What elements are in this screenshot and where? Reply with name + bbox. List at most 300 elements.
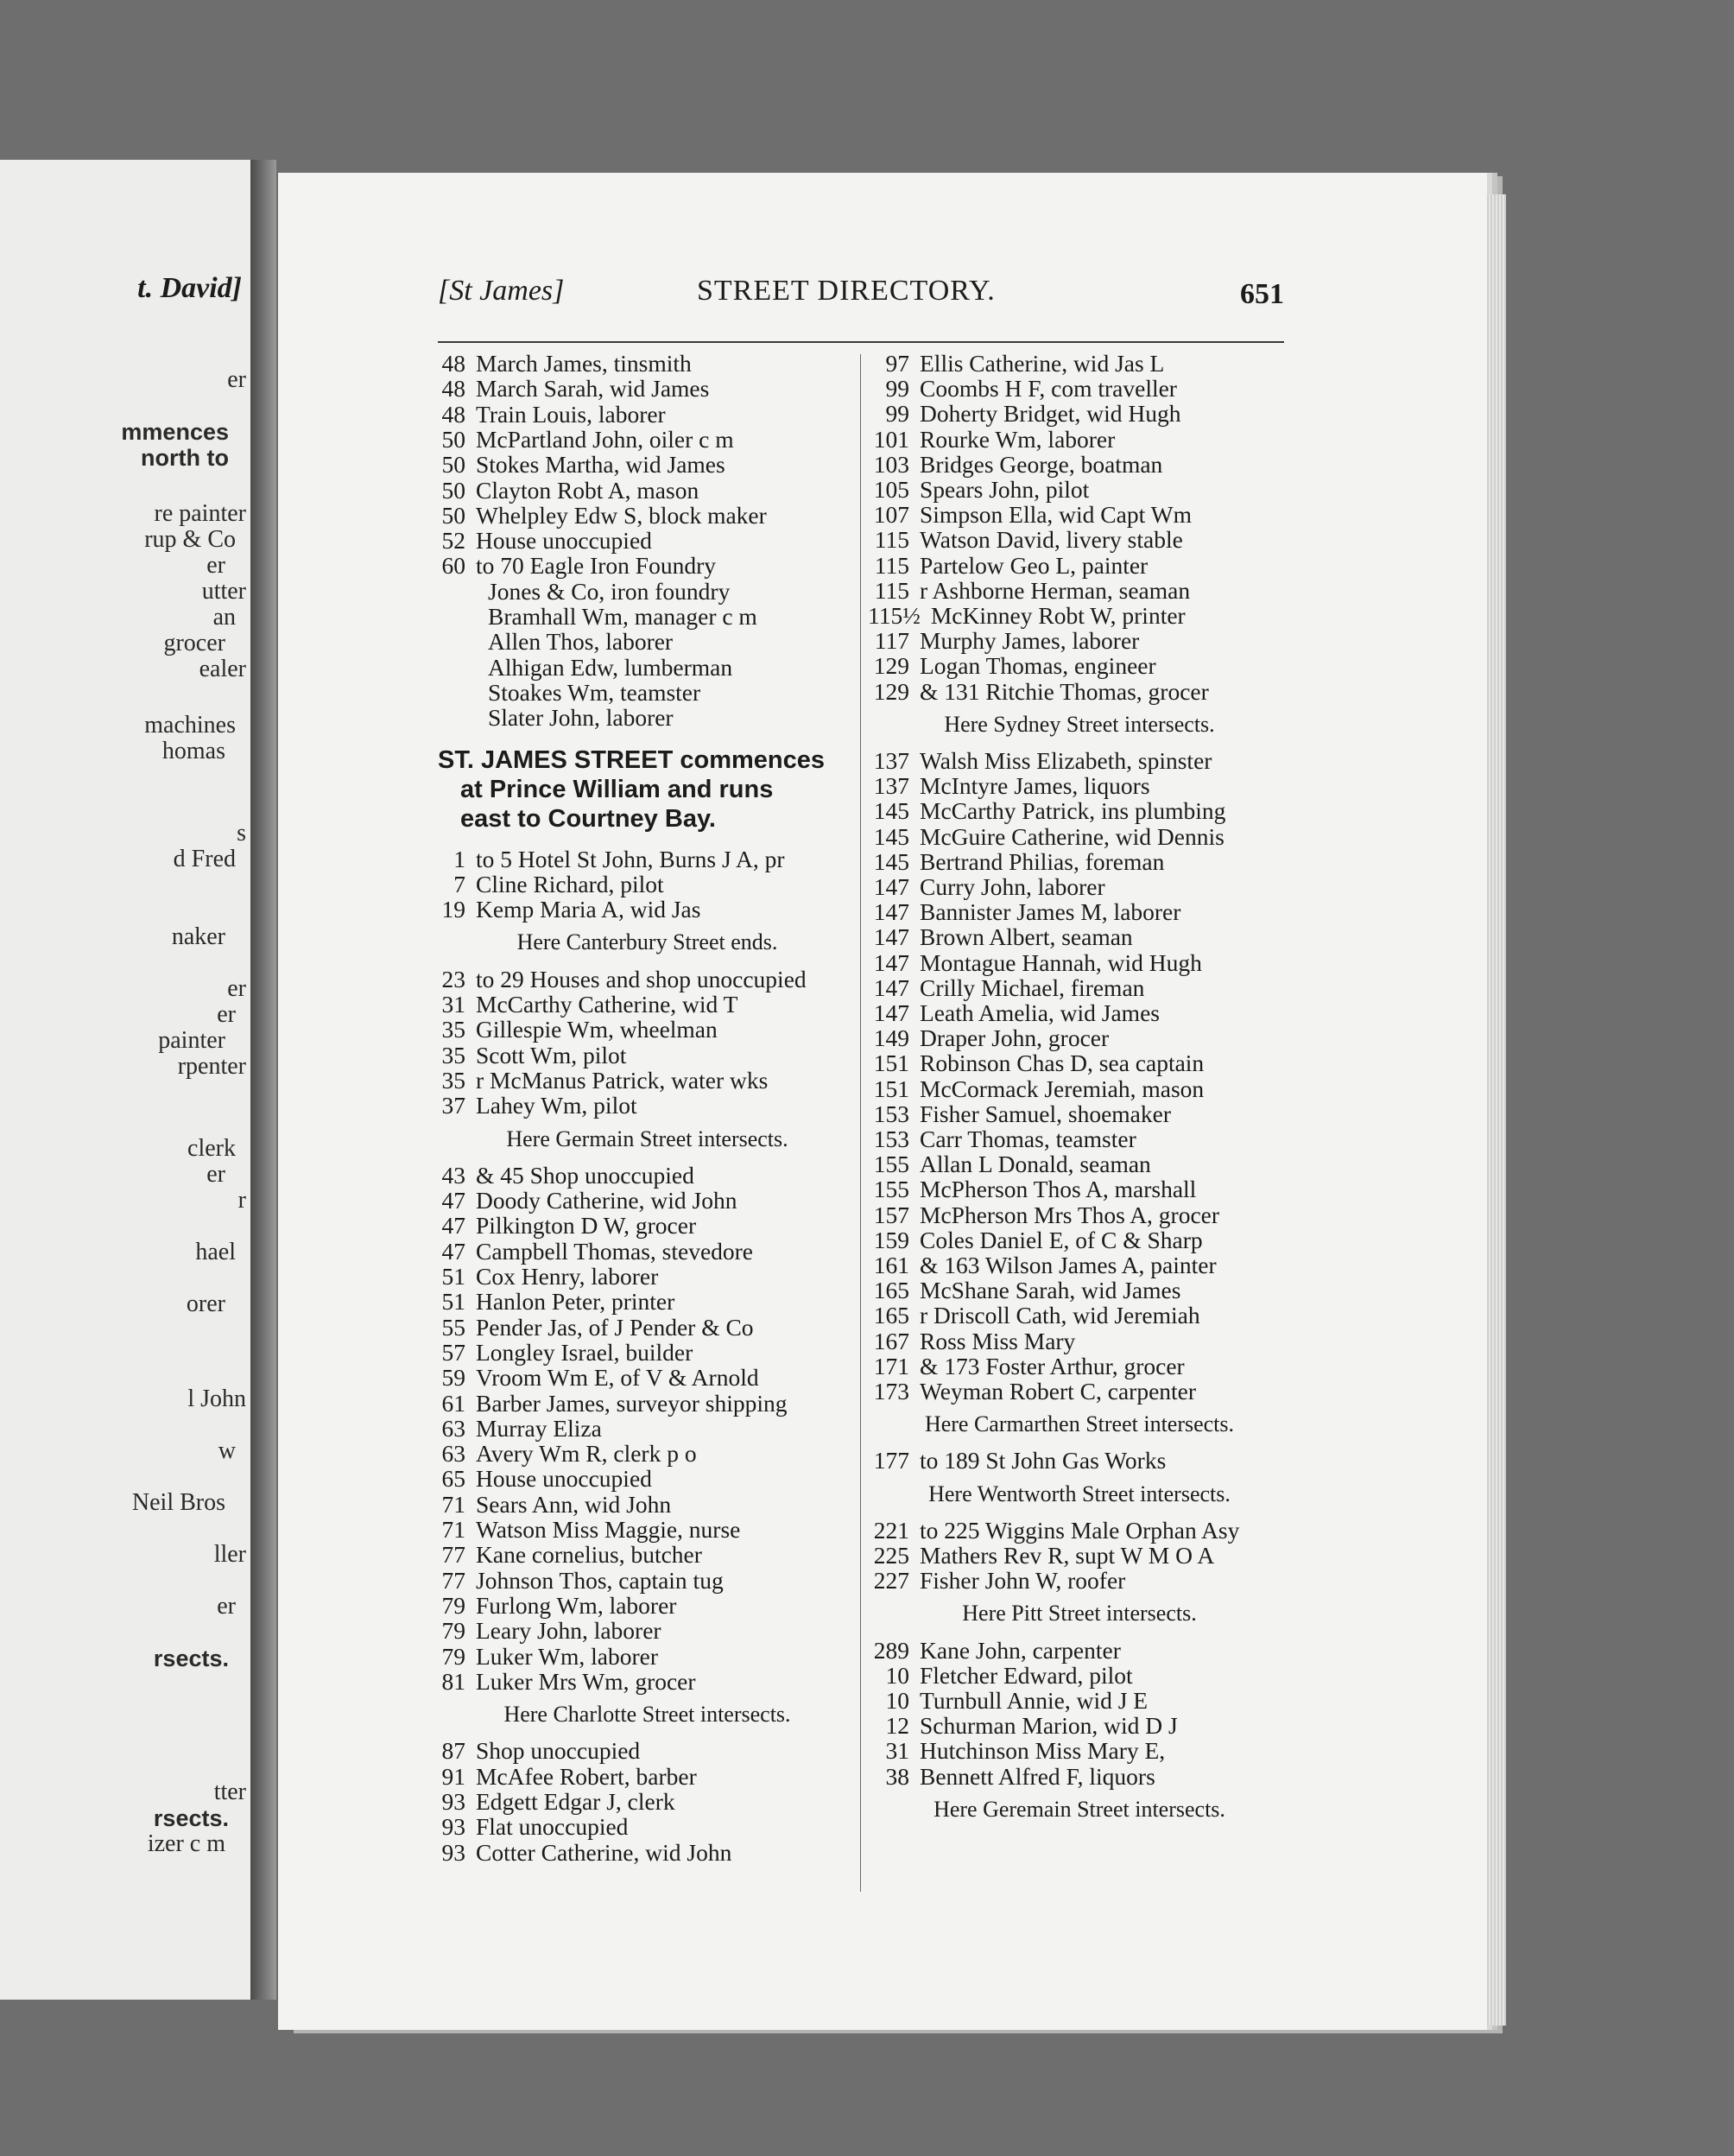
resident-entry: McKinney Robt W, printer	[930, 602, 1186, 629]
house-number: 167	[873, 1327, 909, 1354]
directory-entry	[438, 628, 673, 656]
resident-entry: Logan Thomas, engineer	[920, 652, 1156, 680]
house-number: 97	[885, 350, 909, 377]
directory-entry	[438, 1668, 696, 1696]
directory-entry	[868, 1151, 1151, 1178]
house-number: 38	[885, 1762, 909, 1790]
resident-entry: & 131 Ritchie Thomas, grocer	[920, 677, 1209, 705]
directory-entry	[438, 1491, 671, 1519]
resident-entry: Simpson Ella, wid Capt Wm	[920, 501, 1192, 529]
resident-entry: Hutchinson Miss Mary E,	[920, 1737, 1166, 1765]
directory-entry	[868, 1353, 1185, 1380]
house-number: 155	[873, 1176, 909, 1203]
directory-entry	[438, 401, 666, 428]
directory-entry	[438, 1440, 697, 1468]
left-page-text-fragment	[0, 976, 250, 1004]
resident-entry: Lahey Wm, pilot	[476, 1092, 637, 1119]
fragment-text: Neil Bros	[131, 1490, 225, 1516]
house-number: 55	[441, 1313, 465, 1341]
house-number: 93	[441, 1788, 465, 1815]
left-page-text-fragment	[0, 1002, 250, 1030]
directory-entry	[868, 1075, 1204, 1103]
fragment-text: orer	[186, 1291, 225, 1317]
directory-entry	[868, 1712, 1178, 1740]
fragment-text: painter	[158, 1028, 225, 1054]
house-number: 107	[873, 501, 909, 529]
house-number: 61	[441, 1389, 465, 1417]
house-number: 43	[441, 1161, 465, 1189]
resident-entry: Draper John, grocer	[920, 1024, 1110, 1052]
directory-entry	[438, 527, 652, 555]
directory-entry	[438, 1092, 637, 1119]
resident-entry: Murphy James, laborer	[920, 627, 1140, 655]
resident-entry: Pender Jas, of J Pender & Co	[476, 1313, 754, 1341]
house-number: 173	[873, 1378, 909, 1405]
house-number: 47	[441, 1212, 465, 1240]
fragment-text: tter	[213, 1779, 246, 1805]
left-page-text-fragment	[0, 1490, 250, 1518]
directory-entry	[868, 1447, 1166, 1474]
header-rule	[438, 341, 1284, 343]
resident-entry: to 189 St John Gas Works	[920, 1447, 1167, 1474]
house-number: 48	[441, 350, 465, 377]
house-number: 79	[441, 1642, 465, 1670]
resident-entry: to 225 Wiggins Male Orphan Asy	[920, 1516, 1240, 1544]
directory-entry	[868, 1302, 1200, 1329]
directory-entry	[438, 1187, 737, 1214]
house-number: 71	[441, 1490, 465, 1518]
resident-entry: Clayton Robt A, mason	[476, 476, 699, 504]
directory-entry	[868, 1763, 1155, 1791]
directory-entry	[868, 1662, 1133, 1690]
left-page-text-fragment	[0, 656, 250, 684]
house-number: 47	[441, 1237, 465, 1265]
resident-entry: Mathers Rev R, supt W M O A	[920, 1542, 1215, 1569]
directory-entry	[438, 552, 716, 580]
street-intersection-notice	[868, 1797, 1291, 1823]
house-number: 31	[885, 1737, 909, 1765]
house-number: 93	[441, 1838, 465, 1866]
house-number: 115½	[868, 602, 921, 629]
resident-entry: Avery Wm R, clerk p o	[476, 1440, 697, 1468]
directory-entry	[438, 375, 709, 403]
house-number: 77	[441, 1566, 465, 1594]
directory-entry	[438, 1737, 640, 1765]
resident-entry: r Ashborne Herman, seaman	[920, 576, 1191, 604]
directory-entry	[868, 476, 1089, 504]
house-number: 12	[885, 1712, 909, 1740]
directory-entry	[438, 1592, 676, 1620]
directory-entry	[438, 1288, 674, 1316]
resident-entry: Campbell Thomas, stevedore	[476, 1237, 754, 1265]
resident-entry: House unoccupied	[476, 527, 652, 555]
notice-text: Here Carmarthen Street intersects.	[924, 1411, 1235, 1437]
street-intersection-notice	[868, 712, 1291, 738]
fragment-text: rsects.	[153, 1646, 229, 1671]
notice-text: Here Geremain Street intersects.	[933, 1796, 1225, 1822]
house-number: 37	[441, 1092, 465, 1119]
resident-entry: Watson Miss Maggie, nurse	[476, 1516, 741, 1543]
fragment-text: rpenter	[177, 1054, 246, 1080]
house-number: 165	[873, 1302, 909, 1329]
directory-entry	[868, 1637, 1121, 1665]
directory-entry	[868, 949, 1202, 977]
left-page-text-fragment	[0, 367, 250, 395]
resident-entry: McGuire Catherine, wid Dennis	[920, 822, 1225, 850]
street-heading-line: east to Courtney Bay.	[460, 804, 716, 833]
house-number: 35	[441, 1016, 465, 1043]
house-number: 147	[873, 999, 909, 1026]
resident-entry: Allan L Donald, seaman	[920, 1151, 1151, 1178]
house-number: 105	[873, 476, 909, 503]
house-number: 47	[441, 1187, 465, 1214]
house-number: 60	[441, 552, 465, 580]
house-number: 48	[441, 375, 465, 403]
resident-entry: Kane John, carpenter	[920, 1636, 1121, 1664]
directory-entry	[438, 502, 767, 529]
house-number: 177	[873, 1447, 909, 1474]
fragment-text: er	[206, 1162, 225, 1188]
resident-entry: Watson David, livery stable	[920, 526, 1183, 554]
house-number: 225	[873, 1542, 909, 1569]
house-number: 157	[873, 1201, 909, 1228]
house-number: 10	[885, 1661, 909, 1689]
directory-entry	[438, 578, 730, 606]
house-number: 35	[441, 1041, 465, 1068]
resident-entry: Montague Hannah, wid Hugh	[920, 948, 1202, 976]
house-number: 48	[441, 400, 465, 428]
fragment-text: ller	[213, 1542, 246, 1568]
directory-entry	[438, 1813, 628, 1841]
resident-entry: McPherson Thos A, marshall	[920, 1176, 1197, 1203]
house-number: 151	[873, 1049, 909, 1077]
street-intersection-notice	[868, 1481, 1291, 1507]
house-number: 101	[873, 425, 909, 453]
directory-entry	[868, 627, 1139, 655]
house-number: 221	[873, 1516, 909, 1544]
resident-entry: Doody Catherine, wid John	[476, 1187, 737, 1214]
left-page-text-fragment	[0, 1779, 250, 1807]
house-number: 115	[874, 551, 909, 579]
resident-entry: Leath Amelia, wid James	[920, 999, 1160, 1026]
directory-entry	[438, 1839, 731, 1867]
street-heading	[438, 745, 861, 834]
directory-entry	[868, 652, 1156, 680]
resident-entry: Gillespie Wm, wheelman	[476, 1016, 718, 1043]
resident-entry: Bramhall Wm, manager c m	[488, 603, 757, 630]
directory-entry	[868, 577, 1190, 605]
house-number: 87	[441, 1737, 465, 1765]
resident-entry: Bannister James M, laborer	[920, 898, 1181, 926]
street-heading-line: at Prince William and runs	[460, 775, 774, 803]
left-page-text-fragment	[0, 1594, 250, 1621]
directory-entry	[438, 451, 725, 479]
house-number: 145	[873, 797, 909, 825]
fragment-text: clerk	[187, 1136, 236, 1162]
house-number: 51	[441, 1263, 465, 1290]
directory-entry	[868, 1126, 1136, 1153]
resident-entry: Coombs H F, com traveller	[920, 375, 1177, 403]
directory-entry	[438, 1339, 693, 1367]
resident-entry: McShane Sarah, wid James	[920, 1277, 1181, 1304]
directory-entry	[438, 654, 732, 682]
fragment-text: mmences	[121, 419, 229, 445]
resident-entry: Slater John, laborer	[488, 704, 674, 732]
directory-entry	[868, 1202, 1219, 1229]
resident-entry: r Driscoll Cath, wid Jeremiah	[920, 1302, 1200, 1329]
directory-entry	[868, 1542, 1214, 1569]
left-page-text-fragment	[0, 924, 250, 952]
fragment-text: w	[218, 1438, 236, 1464]
directory-entry	[868, 426, 1115, 453]
resident-entry: Leary John, laborer	[476, 1617, 661, 1645]
left-page-text-fragment	[0, 821, 250, 848]
resident-entry: Robinson Chas D, sea captain	[920, 1049, 1205, 1077]
resident-entry: Jones & Co, iron foundry	[488, 577, 731, 605]
house-number: 161	[873, 1252, 909, 1278]
house-number: 103	[873, 450, 909, 478]
resident-entry: Fisher John W, roofer	[920, 1567, 1126, 1595]
house-number: 52	[441, 527, 465, 555]
directory-entry	[868, 1517, 1239, 1544]
directory-entry	[868, 898, 1180, 926]
left-page-text-fragment	[0, 1542, 250, 1569]
house-number: 19	[441, 896, 465, 923]
house-number: 145	[873, 822, 909, 850]
resident-entry: Brown Albert, seaman	[920, 923, 1133, 951]
left-page-running-head: t. David]	[137, 272, 242, 304]
page-title: STREET DIRECTORY.	[697, 275, 996, 307]
resident-entry: Pilkington D W, grocer	[476, 1212, 697, 1240]
directory-entry	[438, 1617, 661, 1645]
left-page-text-fragment	[0, 1386, 250, 1414]
fragment-text: er	[217, 1594, 236, 1620]
resident-entry: McCormack Jeremiah, mason	[920, 1075, 1205, 1102]
directory-entry	[868, 848, 1164, 876]
directory-entry	[438, 704, 674, 732]
resident-entry: Train Louis, laborer	[476, 400, 666, 428]
fragment-text: s	[237, 821, 246, 847]
house-number: 129	[873, 652, 909, 680]
house-number: 115	[874, 526, 909, 554]
directory-entry	[868, 552, 1148, 580]
fragment-text: er	[217, 1002, 236, 1028]
fragment-text: er	[206, 553, 225, 579]
house-number: 50	[441, 501, 465, 529]
resident-entry: & 163 Wilson James A, painter	[920, 1252, 1217, 1278]
house-number: 153	[873, 1100, 909, 1127]
house-number: 115	[874, 576, 909, 604]
house-number: 50	[441, 425, 465, 453]
resident-entry: Spears John, pilot	[920, 476, 1090, 503]
directory-entry	[868, 451, 1162, 479]
resident-entry: McPartland John, oiler c m	[476, 425, 734, 453]
resident-entry: Rourke Wm, laborer	[920, 425, 1116, 453]
house-number: 57	[441, 1338, 465, 1366]
directory-entry	[868, 923, 1133, 951]
fragment-text: r	[237, 1188, 246, 1214]
house-number: 93	[441, 1813, 465, 1841]
notice-text: Here Wentworth Street intersects.	[928, 1481, 1231, 1506]
directory-entry	[868, 772, 1150, 800]
directory-entry	[438, 679, 700, 707]
resident-entry: Stoakes Wm, teamster	[488, 678, 701, 706]
directory-entry	[438, 1567, 724, 1595]
resident-entry: March Sarah, wid James	[476, 375, 710, 403]
directory-entry	[438, 991, 737, 1018]
resident-entry: Curry John, laborer	[920, 873, 1105, 900]
directory-entry	[868, 501, 1192, 529]
resident-entry: Cox Henry, laborer	[476, 1263, 659, 1290]
notice-text: Here Pitt Street intersects.	[962, 1601, 1197, 1627]
resident-entry: to 70 Eagle Iron Foundry	[476, 552, 717, 580]
left-page-text-fragment	[0, 579, 250, 606]
directory-entry	[438, 1016, 718, 1043]
directory-entry	[868, 1687, 1148, 1715]
left-page-text-fragment	[0, 1438, 250, 1466]
resident-entry: Doherty Bridget, wid Hugh	[920, 400, 1181, 428]
resident-entry: Flat unoccupied	[476, 1813, 629, 1841]
fragment-text: north to	[141, 445, 229, 471]
directory-entry	[438, 1042, 626, 1069]
resident-entry: Edgett Edgar J, clerk	[476, 1788, 675, 1815]
resident-entry: Johnson Thos, captain tug	[476, 1566, 724, 1594]
house-number: 153	[873, 1126, 909, 1152]
directory-entry	[868, 1567, 1125, 1595]
fragment-text: izer c m	[147, 1831, 225, 1857]
left-page-text-fragment	[0, 1831, 250, 1859]
resident-entry: Crilly Michael, fireman	[920, 973, 1145, 1001]
house-number: 91	[441, 1762, 465, 1790]
resident-entry: Luker Mrs Wm, grocer	[476, 1667, 696, 1695]
house-number: 129	[873, 677, 909, 705]
resident-entry: Scott Wm, pilot	[476, 1041, 627, 1068]
house-number: 35	[441, 1066, 465, 1094]
directory-entry	[438, 1162, 694, 1189]
directory-entry	[868, 747, 1212, 775]
directory-entry	[438, 1314, 754, 1341]
resident-entry: McIntyre James, liquors	[920, 772, 1150, 800]
directory-entry	[868, 1277, 1180, 1304]
left-page-text-fragment	[0, 445, 250, 472]
directory-entry	[868, 400, 1180, 428]
street-intersection-notice	[868, 1411, 1291, 1437]
resident-entry: Shop unoccupied	[476, 1737, 641, 1765]
resident-entry: Bertrand Philias, foreman	[920, 847, 1165, 875]
house-number: 117	[874, 627, 909, 655]
left-page-text-fragment	[0, 1805, 250, 1833]
resident-entry: March James, tinsmith	[476, 350, 692, 377]
resident-entry: Coles Daniel E, of C & Sharp	[920, 1226, 1203, 1253]
notice-text: Here Charlotte Street intersects.	[503, 1702, 791, 1728]
house-number: 1	[453, 845, 465, 872]
directory-entry	[868, 823, 1225, 851]
resident-entry: Partelow Geo L, painter	[920, 551, 1149, 579]
fragment-text: re painter	[154, 501, 246, 527]
house-number: 79	[441, 1591, 465, 1619]
house-number: 147	[873, 923, 909, 951]
directory-entry	[868, 797, 1225, 825]
directory-entry	[438, 1238, 753, 1265]
house-number: 71	[441, 1516, 465, 1543]
fragment-text: d Fred	[173, 847, 236, 872]
directory-entry	[868, 974, 1144, 1002]
directory-entry	[438, 966, 807, 993]
resident-entry: McPherson Mrs Thos A, grocer	[920, 1201, 1220, 1228]
resident-entry: Ellis Catherine, wid Jas L	[920, 350, 1165, 377]
directory-entry	[438, 871, 664, 898]
house-number: 149	[873, 1024, 909, 1052]
house-number: 81	[441, 1667, 465, 1695]
resident-entry: Bennett Alfred F, liquors	[920, 1762, 1155, 1790]
left-page-fragment	[0, 160, 250, 2000]
fragment-text: ealer	[199, 656, 246, 682]
resident-entry: Weyman Robert C, carpenter	[920, 1378, 1197, 1405]
house-number: 51	[441, 1288, 465, 1316]
house-number: 227	[873, 1567, 909, 1595]
house-number: 31	[441, 991, 465, 1018]
left-page-text-fragment	[0, 713, 250, 740]
resident-entry: Stokes Martha, wid James	[476, 451, 725, 479]
resident-entry: McAfee Robert, barber	[476, 1762, 697, 1790]
book-gutter	[250, 160, 276, 2000]
house-number: 171	[873, 1352, 909, 1379]
resident-entry: Kane cornelius, butcher	[476, 1541, 702, 1569]
directory-entry	[438, 1212, 696, 1240]
resident-entry: McCarthy Catherine, wid T	[476, 991, 738, 1018]
fragment-text: er	[227, 976, 246, 1002]
directory-entry	[868, 999, 1160, 1027]
directory-entry	[438, 1415, 602, 1443]
resident-entry: Murray Eliza	[476, 1414, 602, 1442]
left-page-text-fragment	[0, 631, 250, 658]
resident-entry: Allen Thos, laborer	[488, 628, 674, 656]
house-number: 147	[873, 898, 909, 926]
resident-entry: Vroom Wm E, of V & Arnold	[476, 1364, 759, 1392]
resident-entry: Fletcher Edward, pilot	[920, 1661, 1133, 1689]
directory-entry	[868, 1227, 1203, 1254]
resident-entry: Fisher Samuel, shoemaker	[920, 1100, 1171, 1127]
left-page-text-fragment	[0, 419, 250, 447]
fragment-text: l John	[187, 1386, 246, 1412]
directory-entry	[438, 1390, 787, 1417]
notice-text: Here Sydney Street intersects.	[944, 711, 1215, 737]
left-page-text-fragment	[0, 501, 250, 529]
resident-entry: Hanlon Peter, printer	[476, 1288, 675, 1316]
fragment-text: grocer	[163, 631, 225, 656]
directory-entry	[868, 526, 1183, 554]
directory-entry	[438, 1263, 658, 1290]
directory-entry	[438, 1516, 740, 1544]
house-number: 145	[873, 847, 909, 875]
left-page-text-fragment	[0, 847, 250, 874]
fragment-text: machines	[144, 713, 236, 739]
street-intersection-notice	[438, 1126, 857, 1152]
directory-entry	[868, 602, 1186, 630]
resident-entry: Sears Ann, wid John	[476, 1490, 672, 1518]
directory-entry	[868, 375, 1177, 403]
left-page-text-fragment	[0, 739, 250, 766]
left-page-text-fragment	[0, 1240, 250, 1267]
column-divider	[860, 354, 861, 1892]
directory-entry	[438, 896, 700, 923]
fragment-text: naker	[171, 924, 225, 950]
resident-entry: Turnbull Annie, wid J E	[920, 1687, 1149, 1714]
resident-entry: Furlong Wm, laborer	[476, 1591, 677, 1619]
resident-entry: Longley Israel, builder	[476, 1338, 693, 1366]
street-intersection-notice	[868, 1601, 1291, 1627]
house-number: 50	[441, 476, 465, 504]
